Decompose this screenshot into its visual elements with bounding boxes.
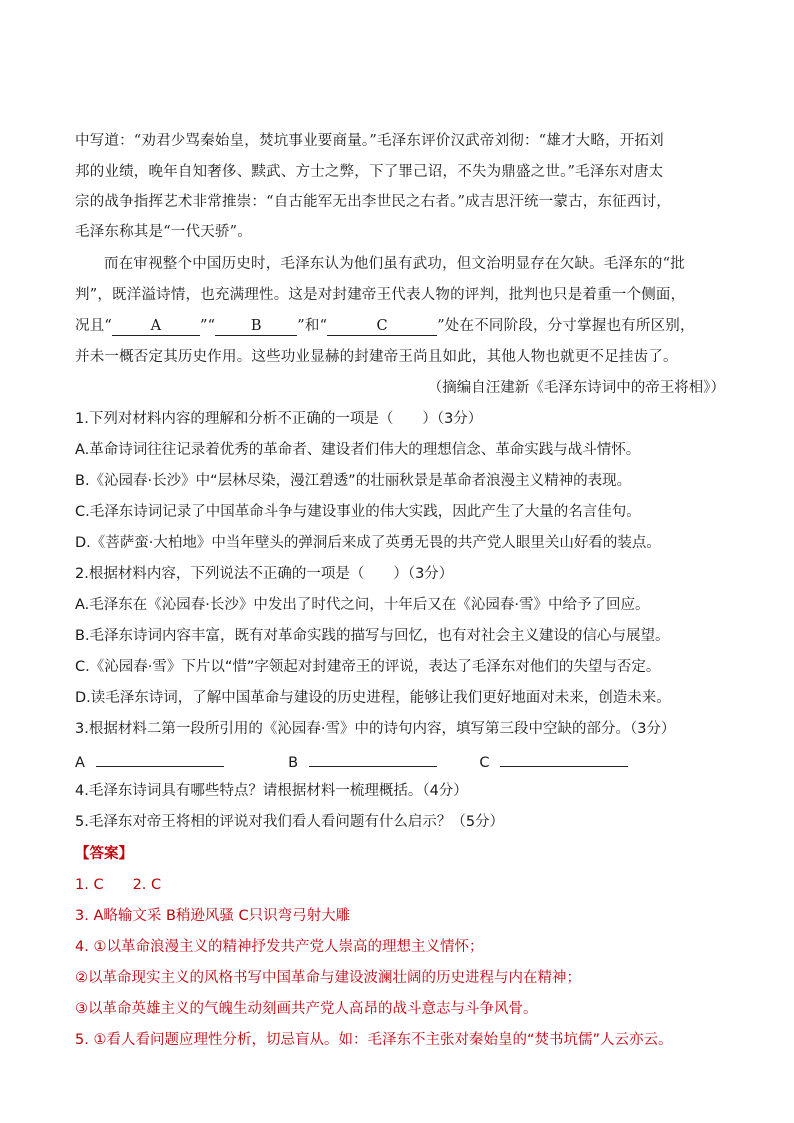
blank-c: C [327, 317, 437, 336]
blank-a: A [112, 317, 200, 336]
blank-line [75, 316, 725, 336]
answer-blanks-row [75, 750, 725, 773]
question-5: 5.毛泽东对帝王将相的评说对我们看人看问题有什么启示？（5分） [75, 814, 505, 830]
answer-line: 3. A略输文采 B稍逊风骚 C只识弯弓射大雕 [75, 908, 351, 924]
material-line: 邦的业绩，晚年自知奢侈、黩武、方士之弊，下了罪己诏，不失为鼎盛之世。”毛泽东对唐太 [75, 164, 664, 180]
q2-option-a: A.毛泽东在《沁园春·长沙》中发出了时代之问，十年后又在《沁园春·雪》中给予了回应。 [75, 597, 650, 613]
answer-blank-a-label: A [75, 755, 85, 771]
material-line: 宗的战争指挥艺术非常推崇：“自古能军无出李世民之右者。”成吉思汗统一蒙古，东征西讨， [75, 194, 671, 210]
answer-blank-b-label: B [288, 755, 299, 771]
material-line: 判”，既洋溢诗情，也充满理性。这是对封建帝王代表人物的评判，批判也只是着重一个侧面， [75, 287, 686, 303]
answer-line: 4. ①以革命浪漫主义的精神抒发共产党人崇高的理想主义情怀； [75, 939, 484, 955]
blank-prefix: 况且“ [75, 318, 113, 334]
q1-option-c: C.毛泽东诗词记录了中国革命斗争与建设事业的伟大实践，因此产生了大量的名言佳句。 [75, 504, 641, 520]
material-line: 而在审视整个中国历史时，毛泽东认为他们虽有武功，但文治明显存在欠缺。毛泽东的“批 [104, 256, 685, 272]
question-2: 2.根据材料内容，下列说法不正确的一项是（ ）（3分） [75, 566, 454, 582]
answer-line: ②以革命现实主义的风格书写中国革命与建设波澜壮阔的历史进程与内在精神； [75, 970, 581, 986]
blank-mid1: ”“ [200, 318, 216, 334]
q2-option-c: C.《沁园春·雪》下片以“惜”字领起对封建帝王的评说，表达了毛泽东对他们的失望与否定。 [75, 659, 661, 675]
answer-blank-c[interactable] [500, 750, 628, 767]
answer-header: 【答案】 [75, 846, 133, 862]
question-4: 4.毛泽东诗词具有哪些特点？请根据材料一梳理概括。（4分） [75, 783, 468, 799]
answer-blank-b[interactable] [309, 750, 437, 767]
blank-mid2: ”和“ [297, 318, 328, 334]
q2-option-b: B.毛泽东诗词内容丰富，既有对革命实践的描写与回忆，也有对社会主义建设的信心与展望。 [75, 628, 670, 644]
material-line: 中写道：“劝君少骂秦始皇，焚坑事业要商量。”毛泽东评价汉武帝刘彻：“雄才大略，开拓刘 [75, 133, 664, 149]
question-1: 1.下列对材料内容的理解和分析不正确的一项是（ ）（3分） [75, 411, 483, 427]
q1-option-b: B.《沁园春·长沙》中“层林尽染，漫江碧透”的壮丽秋景是革命者浪漫主义精神的表现。 [75, 473, 632, 489]
answer-line: ③以革命英雄主义的气魄生动刻画共产党人高昂的战斗意志与斗争风骨。 [75, 1001, 538, 1017]
material-line: 毛泽东称其是“一代天骄”。 [75, 224, 252, 240]
answer-line: 5. ①看人看问题应理性分析，切忌盲从。如：毛泽东不主张对秦始皇的“焚书坑儒”人云亦云。 [75, 1032, 673, 1048]
blank-b: B [215, 317, 297, 336]
answer-blank-a[interactable] [96, 750, 224, 767]
blank-suffix: ”处在不同阶段，分寸掌握也有所区别， [437, 318, 695, 334]
q1-option-a: A.革命诗词往往记录着优秀的革命者、建设者们伟大的理想信念、革命实践与战斗情怀。 [75, 442, 641, 458]
answer-line: 1. C 2. C [75, 877, 162, 893]
answer-blank-c-label: C [479, 755, 490, 771]
question-3: 3.根据材料二第一段所引用的《沁园春·雪》中的诗句内容，填写第三段中空缺的部分。（3分） [75, 721, 676, 737]
q2-option-d: D.读毛泽东诗词，了解中国革命与建设的历史进程，能够让我们更好地面对未来，创造未来。 [75, 690, 671, 706]
q1-option-d: D.《菩萨蛮·大柏地》中当年壁头的弹洞后来成了英勇无畏的共产党人眼里关山好看的装点。 [75, 535, 661, 551]
material-line: 并未一概否定其历史作用。这些功业显赫的封建帝王尚且如此，其他人物也就更不足挂齿了。 [75, 349, 678, 365]
source-citation: （摘编自汪建新《毛泽东诗词中的帝王将相》） [427, 380, 725, 396]
